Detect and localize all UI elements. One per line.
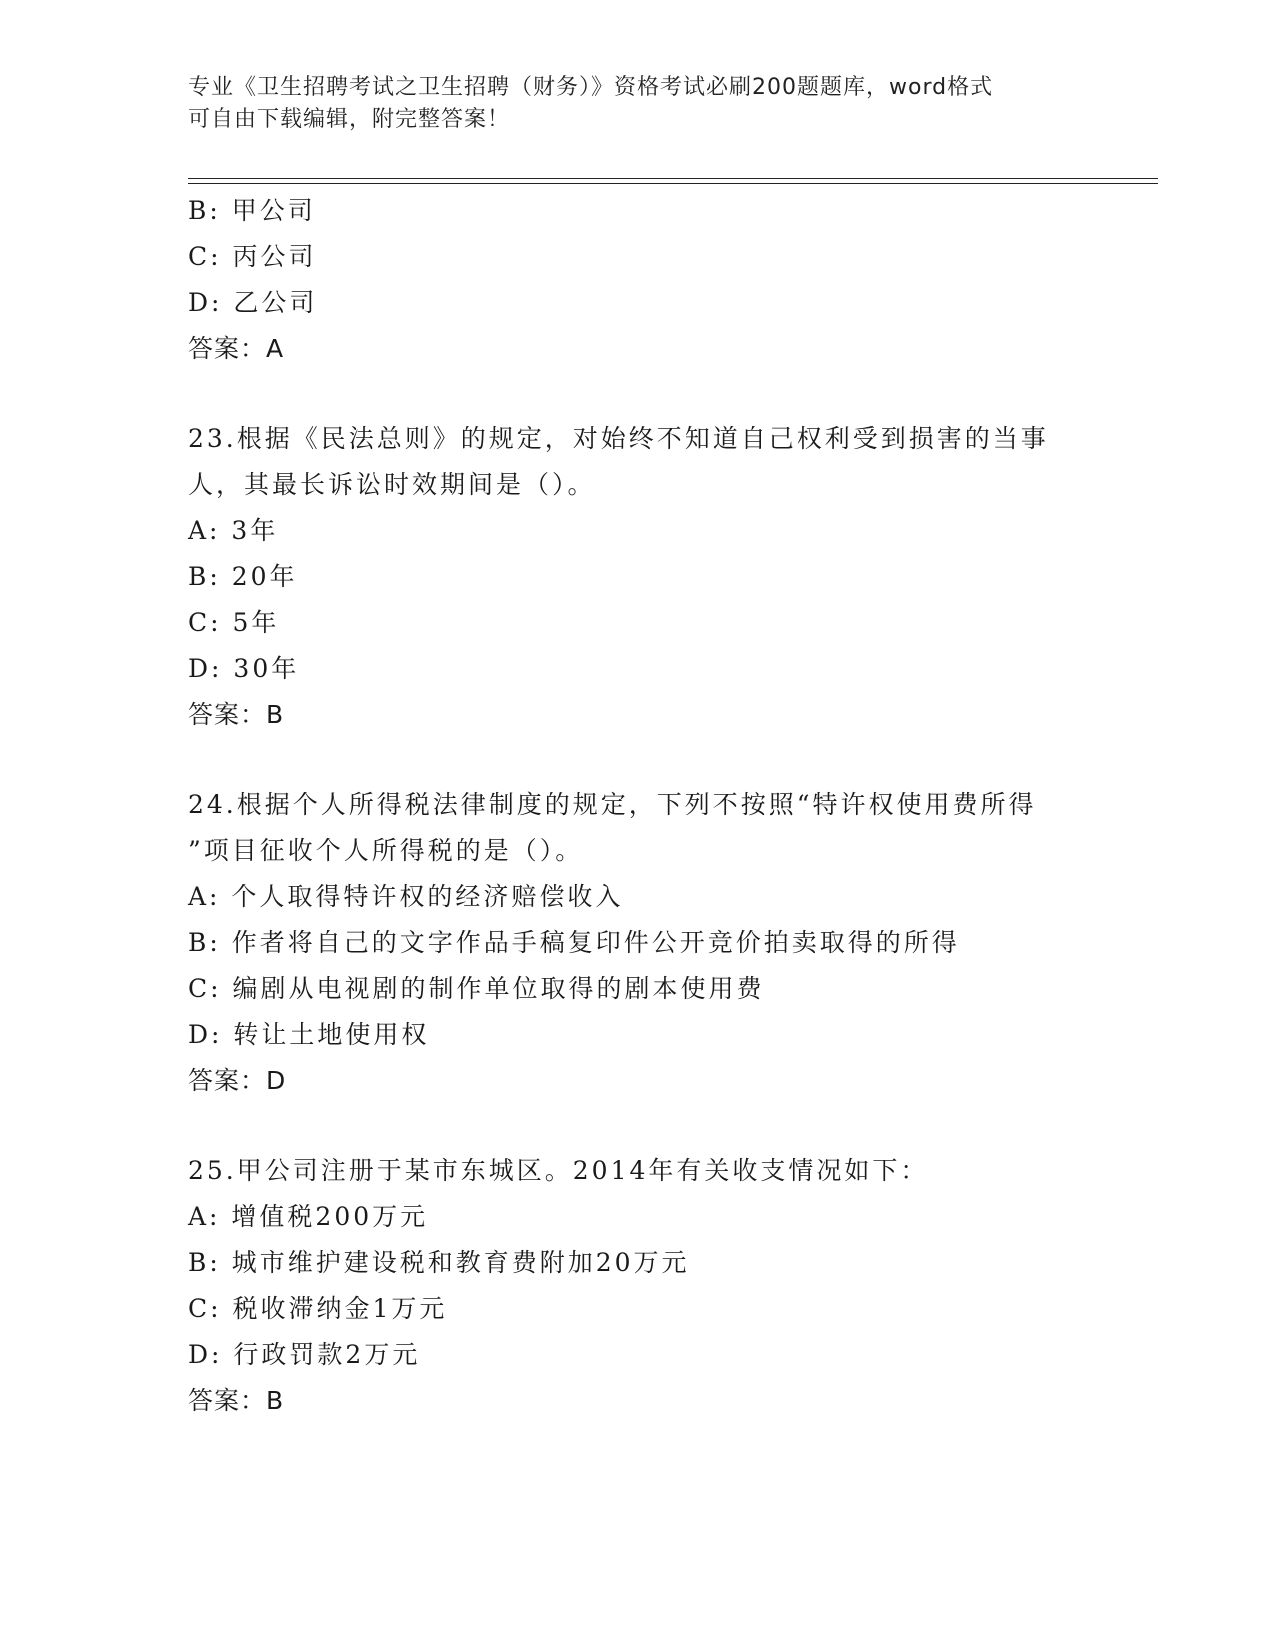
question-text-line-2: ”项目征收个人所得税的是（）。 (188, 836, 584, 865)
option-c: C: 5年 (188, 608, 280, 637)
question-22-continued (188, 188, 1088, 372)
option-b: B: 作者将自己的文字作品手稿复印件公开竞价拍卖取得的所得 (188, 928, 960, 957)
question-text-line-1: 23.根据《民法总则》的规定，对始终不知道自己权利受到损害的当事 (188, 424, 1049, 453)
option-c: C: 编剧从电视剧的制作单位取得的剧本使用费 (188, 974, 765, 1003)
question-text-line-2: 人，其最长诉讼时效期间是（）。 (188, 470, 596, 499)
option-a: A: 增值税200万元 (188, 1202, 429, 1231)
option-b: B: 20年 (188, 562, 298, 591)
question-24 (188, 782, 1088, 1104)
question-23 (188, 416, 1088, 738)
question-25 (188, 1148, 1088, 1424)
document-header (188, 72, 1068, 136)
answer-line: 答案：A (188, 334, 285, 363)
header-title-line-2: 可自由下载编辑，附完整答案！ (188, 107, 511, 132)
answer-line: 答案：D (188, 1066, 287, 1095)
option-a: A: 3年 (188, 516, 279, 545)
option-d: D: 乙公司 (188, 288, 318, 317)
answer-line: 答案：B (188, 1386, 285, 1415)
header-rule-bottom (188, 183, 1158, 184)
option-d: D: 行政罚款2万元 (188, 1340, 421, 1369)
question-text-line-1: 24.根据个人所得税法律制度的规定，下列不按照“特许权使用费所得 (188, 790, 1037, 819)
question-text-line-1: 25.甲公司注册于某市东城区。2014年有关收支情况如下： (188, 1156, 929, 1185)
option-b: B: 甲公司 (188, 196, 316, 225)
answer-line: 答案：B (188, 700, 285, 729)
option-a: A: 个人取得特许权的经济赔偿收入 (188, 882, 624, 911)
option-c: C: 丙公司 (188, 242, 317, 271)
option-d: D: 30年 (188, 654, 300, 683)
option-d: D: 转让土地使用权 (188, 1020, 430, 1049)
option-b: B: 城市维护建设税和教育费附加20万元 (188, 1248, 690, 1277)
question-list (188, 188, 1088, 1424)
option-c: C: 税收滞纳金1万元 (188, 1294, 448, 1323)
header-rule-top (188, 178, 1158, 179)
header-title-line-1: 专业《卫生招聘考试之卫生招聘（财务）》资格考试必刷200题题库，word格式 (188, 75, 994, 100)
